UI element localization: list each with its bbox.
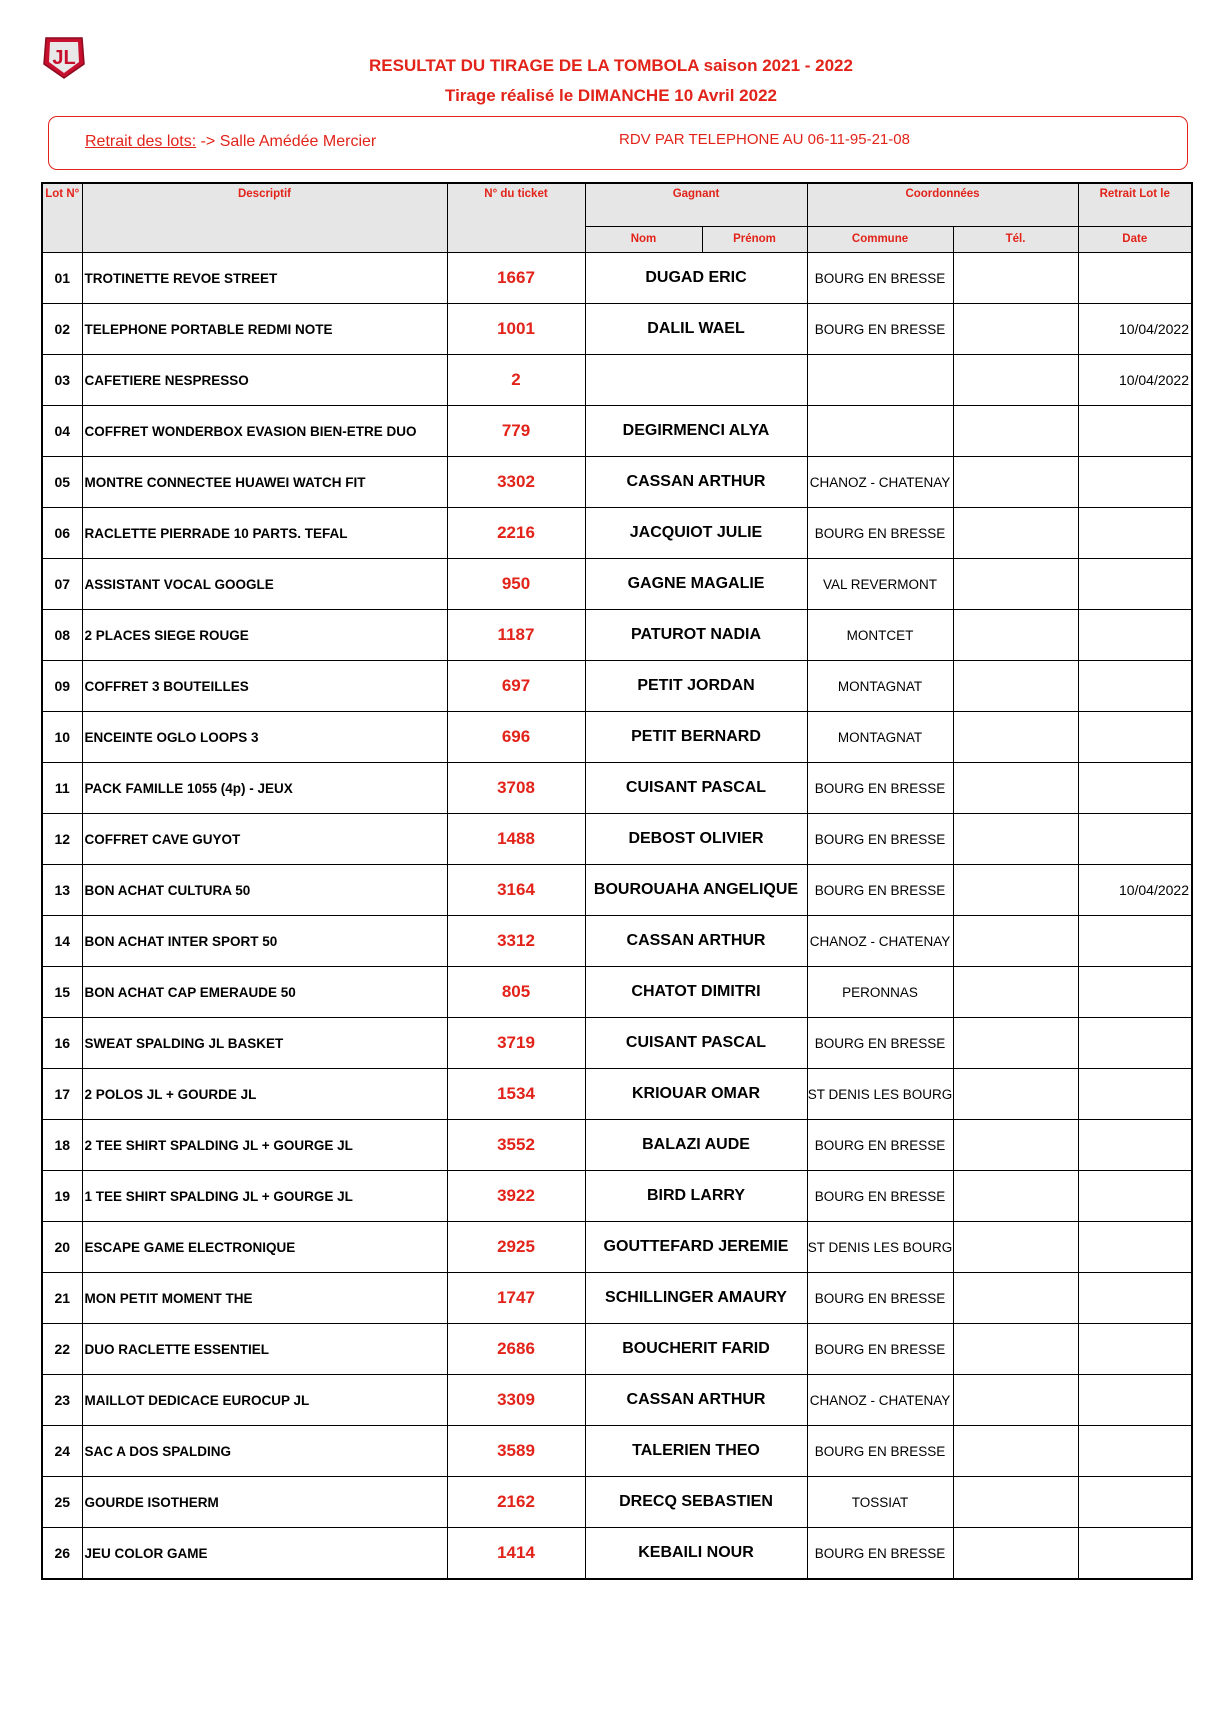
winner-commune: BOURG EN BRESSE — [807, 253, 953, 304]
lot-number: 17 — [42, 1069, 82, 1120]
table-row — [42, 1477, 1192, 1528]
lot-number: 14 — [42, 916, 82, 967]
pickup-info — [85, 133, 376, 151]
winner-commune: BOURG EN BRESSE — [807, 1273, 953, 1324]
col-header-lot: Lot N° — [42, 183, 82, 253]
winner-phone — [953, 661, 1078, 712]
table-row — [42, 508, 1192, 559]
lot-number: 24 — [42, 1426, 82, 1477]
pickup-date — [1078, 406, 1192, 457]
pickup-date — [1078, 1273, 1192, 1324]
winner-name: SCHILLINGER AMAURY — [585, 1273, 807, 1324]
winner-phone — [953, 1477, 1078, 1528]
winner-phone — [953, 1324, 1078, 1375]
pickup-date — [1078, 661, 1192, 712]
pickup-label: Retrait des lots: — [85, 133, 197, 150]
lot-number: 25 — [42, 1477, 82, 1528]
pickup-date — [1078, 1528, 1192, 1580]
winner-phone — [953, 1375, 1078, 1426]
winner-name: BOUROUAHA ANGELIQUE — [585, 865, 807, 916]
winner-name: GAGNE MAGALIE — [585, 559, 807, 610]
pickup-date — [1078, 916, 1192, 967]
pickup-date — [1078, 1120, 1192, 1171]
ticket-number: 3552 — [447, 1120, 585, 1171]
ticket-number: 1667 — [447, 253, 585, 304]
ticket-number: 697 — [447, 661, 585, 712]
winner-phone — [953, 814, 1078, 865]
winner-name: PATUROT NADIA — [585, 610, 807, 661]
winner-name: CASSAN ARTHUR — [585, 916, 807, 967]
lot-description: ENCEINTE OGLO LOOPS 3 — [82, 712, 447, 763]
col-header-tel: Tél. — [953, 226, 1078, 252]
ticket-number: 3922 — [447, 1171, 585, 1222]
winner-commune: PERONNAS — [807, 967, 953, 1018]
lot-description: SWEAT SPALDING JL BASKET — [82, 1018, 447, 1069]
lot-number: 20 — [42, 1222, 82, 1273]
winner-phone — [953, 1069, 1078, 1120]
winner-commune: CHANOZ - CHATENAY — [807, 457, 953, 508]
pickup-date — [1078, 1171, 1192, 1222]
table-row — [42, 1273, 1192, 1324]
winner-name: DALIL WAEL — [585, 304, 807, 355]
lot-number: 19 — [42, 1171, 82, 1222]
lot-number: 08 — [42, 610, 82, 661]
lot-description: MONTRE CONNECTEE HUAWEI WATCH FIT — [82, 457, 447, 508]
winner-phone — [953, 355, 1078, 406]
col-header-coords: Coordonnées — [807, 183, 1078, 226]
ticket-number: 779 — [447, 406, 585, 457]
ticket-number: 3302 — [447, 457, 585, 508]
winner-commune: VAL REVERMONT — [807, 559, 953, 610]
pickup-date — [1078, 967, 1192, 1018]
lot-number: 16 — [42, 1018, 82, 1069]
table-row — [42, 1528, 1192, 1580]
pickup-date: 10/04/2022 — [1078, 355, 1192, 406]
winner-name: DEBOST OLIVIER — [585, 814, 807, 865]
ticket-number: 1534 — [447, 1069, 585, 1120]
winner-phone — [953, 1171, 1078, 1222]
pickup-date — [1078, 1426, 1192, 1477]
ticket-number: 3708 — [447, 763, 585, 814]
ticket-number: 3309 — [447, 1375, 585, 1426]
lot-description: MAILLOT DEDICACE EUROCUP JL — [82, 1375, 447, 1426]
winner-commune: BOURG EN BRESSE — [807, 508, 953, 559]
winner-name: BOUCHERIT FARID — [585, 1324, 807, 1375]
winner-phone — [953, 865, 1078, 916]
pickup-date — [1078, 508, 1192, 559]
table-row — [42, 1120, 1192, 1171]
lot-description: CAFETIERE NESPRESSO — [82, 355, 447, 406]
table-row — [42, 1018, 1192, 1069]
winner-name: TALERIEN THEO — [585, 1426, 807, 1477]
winner-phone — [953, 763, 1078, 814]
rdv-info: RDV PAR TELEPHONE AU 06-11-95-21-08 — [619, 131, 910, 148]
lot-description: PACK FAMILLE 1055 (4p) - JEUX — [82, 763, 447, 814]
lot-description: JEU COLOR GAME — [82, 1528, 447, 1580]
pickup-date — [1078, 457, 1192, 508]
results-table — [41, 182, 1193, 1580]
winner-name: KEBAILI NOUR — [585, 1528, 807, 1580]
table-row — [42, 814, 1192, 865]
lot-number: 01 — [42, 253, 82, 304]
winner-name: DEGIRMENCI ALYA — [585, 406, 807, 457]
winner-phone — [953, 559, 1078, 610]
winner-phone — [953, 916, 1078, 967]
ticket-number: 3719 — [447, 1018, 585, 1069]
ticket-number: 3589 — [447, 1426, 585, 1477]
winner-phone — [953, 304, 1078, 355]
lot-description: 2 PLACES SIEGE ROUGE — [82, 610, 447, 661]
col-header-ticket: N° du ticket — [447, 183, 585, 253]
winner-commune: BOURG EN BRESSE — [807, 814, 953, 865]
winner-commune: CHANOZ - CHATENAY — [807, 1375, 953, 1426]
ticket-number: 2 — [447, 355, 585, 406]
winner-phone — [953, 967, 1078, 1018]
table-row — [42, 967, 1192, 1018]
table-row — [42, 1324, 1192, 1375]
pickup-date — [1078, 1375, 1192, 1426]
table-row — [42, 1171, 1192, 1222]
winner-commune: ST DENIS LES BOURG — [807, 1222, 953, 1273]
ticket-number: 2925 — [447, 1222, 585, 1273]
ticket-number: 3312 — [447, 916, 585, 967]
winner-commune: BOURG EN BRESSE — [807, 1528, 953, 1580]
col-header-prenom: Prénom — [702, 226, 807, 252]
winner-commune: TOSSIAT — [807, 1477, 953, 1528]
pickup-date — [1078, 610, 1192, 661]
winner-name: DUGAD ERIC — [585, 253, 807, 304]
table-row — [42, 355, 1192, 406]
winner-commune: BOURG EN BRESSE — [807, 1426, 953, 1477]
table-row — [42, 610, 1192, 661]
winner-phone — [953, 1426, 1078, 1477]
table-row — [42, 916, 1192, 967]
winner-phone — [953, 1273, 1078, 1324]
ticket-number: 1187 — [447, 610, 585, 661]
lot-description: TELEPHONE PORTABLE REDMI NOTE — [82, 304, 447, 355]
lot-number: 18 — [42, 1120, 82, 1171]
lot-number: 09 — [42, 661, 82, 712]
col-header-date: Date — [1078, 226, 1192, 252]
winner-commune: BOURG EN BRESSE — [807, 304, 953, 355]
winner-phone — [953, 1018, 1078, 1069]
table-row — [42, 406, 1192, 457]
lot-number: 26 — [42, 1528, 82, 1580]
pickup-date — [1078, 1069, 1192, 1120]
lot-number: 10 — [42, 712, 82, 763]
winner-phone — [953, 1222, 1078, 1273]
table-row — [42, 865, 1192, 916]
lot-description: COFFRET 3 BOUTEILLES — [82, 661, 447, 712]
winner-commune: CHANOZ - CHATENAY — [807, 916, 953, 967]
winner-name: CHATOT DIMITRI — [585, 967, 807, 1018]
winner-phone — [953, 1528, 1078, 1580]
winner-commune: BOURG EN BRESSE — [807, 1171, 953, 1222]
lot-description: BON ACHAT CULTURA 50 — [82, 865, 447, 916]
col-header-retrait: Retrait Lot le — [1078, 183, 1192, 226]
lot-description: 2 POLOS JL + GOURDE JL — [82, 1069, 447, 1120]
col-header-winner: Gagnant — [585, 183, 807, 226]
lot-description: ESCAPE GAME ELECTRONIQUE — [82, 1222, 447, 1273]
winner-name: JACQUIOT JULIE — [585, 508, 807, 559]
svg-text:JL: JL — [52, 47, 76, 69]
table-row — [42, 253, 1192, 304]
lot-number: 22 — [42, 1324, 82, 1375]
lot-description: BON ACHAT INTER SPORT 50 — [82, 916, 447, 967]
info-box — [48, 116, 1188, 170]
winner-commune: MONTCET — [807, 610, 953, 661]
page-title: RESULTAT DU TIRAGE DE LA TOMBOLA saison 2021 - 2022 — [369, 56, 853, 75]
winner-commune: MONTAGNAT — [807, 712, 953, 763]
pickup-date — [1078, 814, 1192, 865]
table-row — [42, 559, 1192, 610]
lot-description: MON PETIT MOMENT THE — [82, 1273, 447, 1324]
winner-phone — [953, 712, 1078, 763]
pickup-date — [1078, 253, 1192, 304]
winner-name: KRIOUAR OMAR — [585, 1069, 807, 1120]
winner-phone — [953, 457, 1078, 508]
winner-phone — [953, 610, 1078, 661]
table-row — [42, 661, 1192, 712]
ticket-number: 3164 — [447, 865, 585, 916]
col-header-commune: Commune — [807, 226, 953, 252]
lot-number: 06 — [42, 508, 82, 559]
lot-number: 15 — [42, 967, 82, 1018]
pickup-date — [1078, 559, 1192, 610]
winner-phone — [953, 406, 1078, 457]
ticket-number: 950 — [447, 559, 585, 610]
winner-name: BALAZI AUDE — [585, 1120, 807, 1171]
lot-description: DUO RACLETTE ESSENTIEL — [82, 1324, 447, 1375]
winner-commune — [807, 406, 953, 457]
winner-name: DRECQ SEBASTIEN — [585, 1477, 807, 1528]
lot-description: BON ACHAT CAP EMERAUDE 50 — [82, 967, 447, 1018]
lot-description: RACLETTE PIERRADE 10 PARTS. TEFAL — [82, 508, 447, 559]
winner-name: CASSAN ARTHUR — [585, 1375, 807, 1426]
lot-number: 03 — [42, 355, 82, 406]
lot-description: TROTINETTE REVOE STREET — [82, 253, 447, 304]
table-row — [42, 1222, 1192, 1273]
ticket-number: 1488 — [447, 814, 585, 865]
ticket-number: 1001 — [447, 304, 585, 355]
pickup-date — [1078, 712, 1192, 763]
table-row — [42, 1069, 1192, 1120]
lot-description: GOURDE ISOTHERM — [82, 1477, 447, 1528]
table-row — [42, 1375, 1192, 1426]
ticket-number: 2686 — [447, 1324, 585, 1375]
winner-name: PETIT JORDAN — [585, 661, 807, 712]
pickup-value: -> Salle Amédée Mercier — [196, 133, 377, 150]
winner-name: PETIT BERNARD — [585, 712, 807, 763]
winner-name: GOUTTEFARD JEREMIE — [585, 1222, 807, 1273]
table-row — [42, 763, 1192, 814]
winner-commune — [807, 355, 953, 406]
lot-number: 02 — [42, 304, 82, 355]
page-subtitle: Tirage réalisé le DIMANCHE 10 Avril 2022 — [445, 86, 777, 105]
winner-commune: MONTAGNAT — [807, 661, 953, 712]
winner-name: CUISANT PASCAL — [585, 763, 807, 814]
winner-phone — [953, 1120, 1078, 1171]
winner-commune: BOURG EN BRESSE — [807, 1120, 953, 1171]
table-row — [42, 457, 1192, 508]
ticket-number: 2162 — [447, 1477, 585, 1528]
lot-description: COFFRET WONDERBOX EVASION BIEN-ETRE DUO — [82, 406, 447, 457]
lot-description: 1 TEE SHIRT SPALDING JL + GOURGE JL — [82, 1171, 447, 1222]
pickup-date — [1078, 1477, 1192, 1528]
lot-description: COFFRET CAVE GUYOT — [82, 814, 447, 865]
lot-number: 11 — [42, 763, 82, 814]
lot-description: 2 TEE SHIRT SPALDING JL + GOURGE JL — [82, 1120, 447, 1171]
ticket-number: 696 — [447, 712, 585, 763]
lot-description: ASSISTANT VOCAL GOOGLE — [82, 559, 447, 610]
winner-phone — [953, 508, 1078, 559]
winner-name — [585, 355, 807, 406]
winner-commune: BOURG EN BRESSE — [807, 1018, 953, 1069]
winner-name: CASSAN ARTHUR — [585, 457, 807, 508]
lot-description: SAC A DOS SPALDING — [82, 1426, 447, 1477]
winner-name: CUISANT PASCAL — [585, 1018, 807, 1069]
ticket-number: 2216 — [447, 508, 585, 559]
ticket-number: 1414 — [447, 1528, 585, 1580]
lot-number: 21 — [42, 1273, 82, 1324]
lot-number: 12 — [42, 814, 82, 865]
pickup-date — [1078, 1324, 1192, 1375]
pickup-date: 10/04/2022 — [1078, 304, 1192, 355]
winner-name: BIRD LARRY — [585, 1171, 807, 1222]
pickup-date — [1078, 1018, 1192, 1069]
pickup-date: 10/04/2022 — [1078, 865, 1192, 916]
table-row — [42, 712, 1192, 763]
lot-number: 13 — [42, 865, 82, 916]
table-row — [42, 1426, 1192, 1477]
ticket-number: 805 — [447, 967, 585, 1018]
lot-number: 05 — [42, 457, 82, 508]
col-header-nom: Nom — [585, 226, 702, 252]
lot-number: 23 — [42, 1375, 82, 1426]
winner-phone — [953, 253, 1078, 304]
pickup-date — [1078, 763, 1192, 814]
lot-number: 07 — [42, 559, 82, 610]
table-row — [42, 304, 1192, 355]
winner-commune: BOURG EN BRESSE — [807, 865, 953, 916]
winner-commune: BOURG EN BRESSE — [807, 1324, 953, 1375]
winner-commune: ST DENIS LES BOURG — [807, 1069, 953, 1120]
col-header-desc: Descriptif — [82, 183, 447, 253]
ticket-number: 1747 — [447, 1273, 585, 1324]
lot-number: 04 — [42, 406, 82, 457]
winner-commune: BOURG EN BRESSE — [807, 763, 953, 814]
pickup-date — [1078, 1222, 1192, 1273]
